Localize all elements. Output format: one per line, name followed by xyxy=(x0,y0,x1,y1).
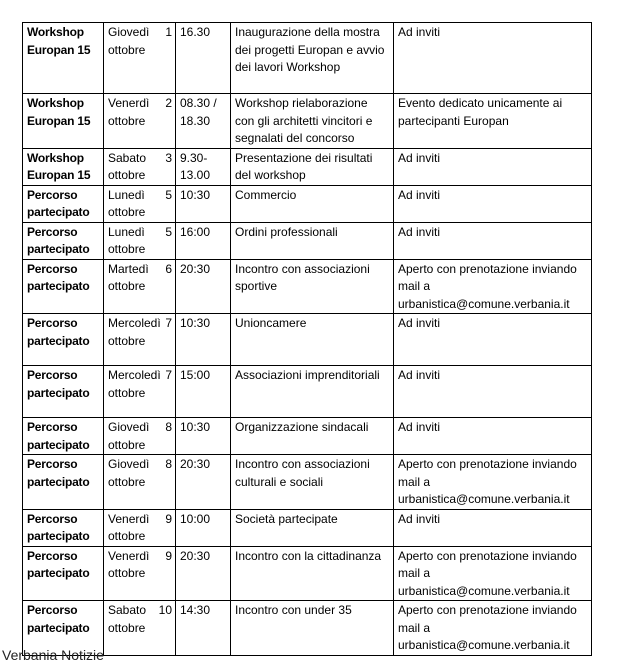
event-cell: Percorso partecipato xyxy=(23,314,104,366)
date-cell: Martedì 6 ottobre xyxy=(104,259,176,314)
table-row xyxy=(23,148,592,185)
date-cell: Mercoledì 7 ottobre xyxy=(104,366,176,418)
time-cell: 20:30 xyxy=(176,455,231,510)
time-cell: 08.30 / 18.30 xyxy=(176,94,231,149)
table-row xyxy=(23,94,592,149)
access-cell: Aperto con prenotazione inviando mail a urbanistica@comune.verbania.it xyxy=(394,546,592,601)
event-cell: Percorso partecipato xyxy=(23,366,104,418)
time-cell: 20:30 xyxy=(176,546,231,601)
schedule-table xyxy=(22,22,592,656)
description-cell: Associazioni imprenditoriali xyxy=(231,366,394,418)
access-cell: Aperto con prenotazione inviando mail a urbanistica@comune.verbania.it xyxy=(394,259,592,314)
access-cell: Evento dedicato unicamente ai partecipanti Europan xyxy=(394,94,592,149)
table-row xyxy=(23,601,592,656)
description-cell: Incontro con associazioni sportive xyxy=(231,259,394,314)
description-cell: Organizzazione sindacali xyxy=(231,418,394,455)
description-cell: Incontro con la cittadinanza xyxy=(231,546,394,601)
date-cell: Lunedì 5 ottobre xyxy=(104,222,176,259)
time-cell: 16.30 xyxy=(176,23,231,94)
table-row xyxy=(23,259,592,314)
event-cell: Percorso partecipato xyxy=(23,418,104,455)
event-cell: Workshop Europan 15 xyxy=(23,148,104,185)
date-cell: Giovedì 8 ottobre xyxy=(104,418,176,455)
access-cell: Ad inviti xyxy=(394,366,592,418)
date-cell: Sabato 10 ottobre xyxy=(104,601,176,656)
table-row xyxy=(23,366,592,418)
date-cell: Giovedì 8 ottobre xyxy=(104,455,176,510)
schedule-body xyxy=(23,23,592,656)
access-cell: Aperto con prenotazione inviando mail a urbanistica@comune.verbania.it xyxy=(394,455,592,510)
time-cell: 20:30 xyxy=(176,259,231,314)
access-cell: Ad inviti xyxy=(394,23,592,94)
description-cell: Società partecipate xyxy=(231,509,394,546)
table-row xyxy=(23,418,592,455)
access-cell: Ad inviti xyxy=(394,418,592,455)
access-cell: Ad inviti xyxy=(394,222,592,259)
date-cell: Venerdì 2 ottobre xyxy=(104,94,176,149)
event-cell: Percorso partecipato xyxy=(23,601,104,656)
date-cell: Mercoledì 7 ottobre xyxy=(104,314,176,366)
description-cell: Incontro con under 35 xyxy=(231,601,394,656)
table-row xyxy=(23,509,592,546)
event-cell: Workshop Europan 15 xyxy=(23,23,104,94)
time-cell: 9.30-13.00 xyxy=(176,148,231,185)
event-cell: Percorso partecipato xyxy=(23,509,104,546)
access-cell: Ad inviti xyxy=(394,148,592,185)
time-cell: 10:30 xyxy=(176,185,231,222)
time-cell: 16:00 xyxy=(176,222,231,259)
date-cell: Venerdì 9 ottobre xyxy=(104,546,176,601)
access-cell: Ad inviti xyxy=(394,314,592,366)
access-cell: Aperto con prenotazione inviando mail a urbanistica@comune.verbania.it xyxy=(394,601,592,656)
date-cell: Sabato 3 ottobre xyxy=(104,148,176,185)
footer-credit: Verbania Notizie xyxy=(2,647,104,663)
event-cell: Percorso partecipato xyxy=(23,546,104,601)
table-row xyxy=(23,23,592,94)
description-cell: Unioncamere xyxy=(231,314,394,366)
time-cell: 10:30 xyxy=(176,418,231,455)
table-row xyxy=(23,222,592,259)
table-row xyxy=(23,455,592,510)
access-cell: Ad inviti xyxy=(394,185,592,222)
access-cell: Ad inviti xyxy=(394,509,592,546)
table-row xyxy=(23,185,592,222)
date-cell: Venerdì 9 ottobre xyxy=(104,509,176,546)
description-cell: Inaugurazione della mostra dei progetti Europan e avvio dei lavori Workshop xyxy=(231,23,394,94)
description-cell: Presentazione dei risultati del workshop xyxy=(231,148,394,185)
table-row xyxy=(23,546,592,601)
description-cell: Workshop rielaborazione con gli architetti vincitori e segnalati del concorso xyxy=(231,94,394,149)
time-cell: 10:00 xyxy=(176,509,231,546)
event-cell: Workshop Europan 15 xyxy=(23,94,104,149)
table-row xyxy=(23,314,592,366)
event-cell: Percorso partecipato xyxy=(23,185,104,222)
time-cell: 14:30 xyxy=(176,601,231,656)
time-cell: 10:30 xyxy=(176,314,231,366)
date-cell: Giovedì 1 ottobre xyxy=(104,23,176,94)
event-cell: Percorso partecipato xyxy=(23,455,104,510)
event-cell: Percorso partecipato xyxy=(23,222,104,259)
date-cell: Lunedì 5 ottobre xyxy=(104,185,176,222)
description-cell: Ordini professionali xyxy=(231,222,394,259)
description-cell: Incontro con associazioni culturali e sociali xyxy=(231,455,394,510)
time-cell: 15:00 xyxy=(176,366,231,418)
description-cell: Commercio xyxy=(231,185,394,222)
event-cell: Percorso partecipato xyxy=(23,259,104,314)
